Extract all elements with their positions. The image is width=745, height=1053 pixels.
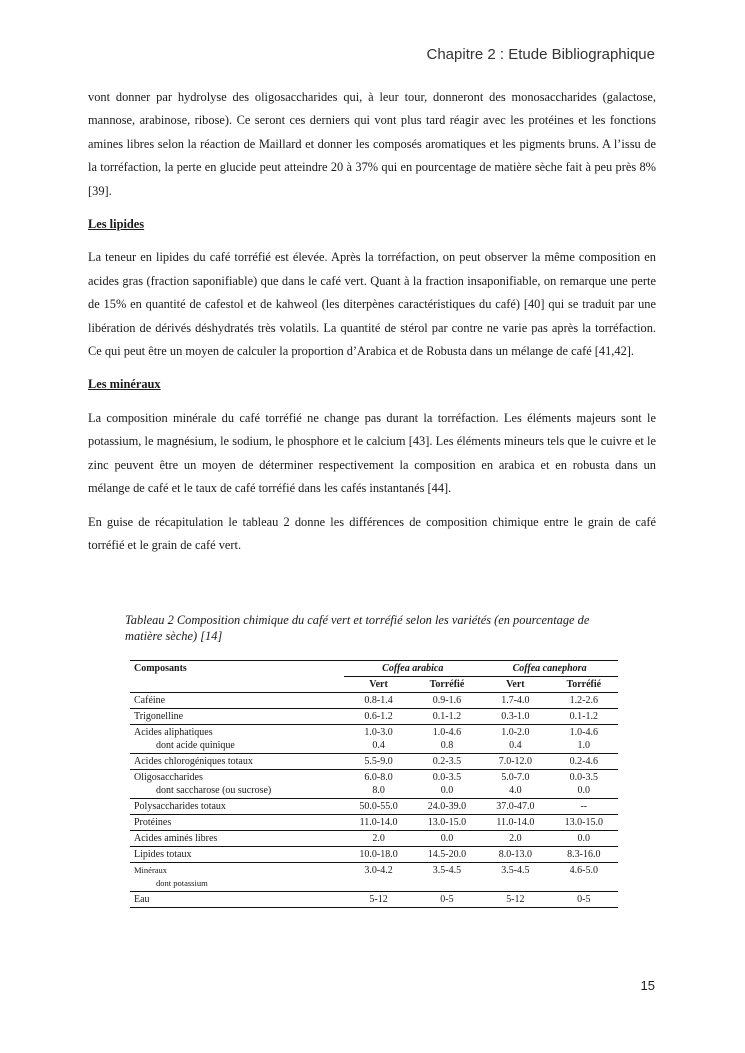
heading-mineraux: Les minéraux [88,377,161,392]
value: 10.0-18.0 [359,849,398,860]
table-row [130,799,618,815]
value: 4.6-5.0 [569,865,598,876]
value: 7.0-12.0 [498,756,533,767]
table-caption: Tableau 2 Composition chimique du café vert et torréfié selon les variétés (en pourcentage de matière sèche) [14] [125,613,590,643]
component-sub-label: dont saccharose (ou sucrose) [156,785,272,796]
table-row [130,815,618,831]
paragraph-lipides: La teneur en lipides du café torréfié est élevée. Après la torréfaction, on peut observer la même composition en acides gras (fraction saponifiable) que dans le café vert. Quant à la fraction insaponifiable, on remarque une perte de 15% en quantité de cafestol et de kahweol (les diterpènes caractéristiques du café) [40] qui se traduit par une libération de dérivés déshydratés très volatils. La quantité de stérol par contre ne varie pas après la torréfaction. Ce qui peut être un moyen de calculer la proportion d’Arabica et de Robusta dans un mélange de café [41,42]. [88,250,656,359]
sub-value: 8.0 [372,785,385,796]
value-cell [344,754,412,770]
value: 5.5-9.0 [364,756,393,767]
value-cell [481,831,549,847]
value: 2.0 [509,833,522,844]
component-name: Acides aminés libres [134,833,218,844]
sub-value [554,877,614,890]
component-name: Protéines [134,817,172,828]
value: 0.2-3.5 [432,756,462,767]
value: 1.0-4.6 [569,727,598,738]
component-label [130,815,344,831]
value: 0-5 [440,894,454,905]
value-cell [481,892,549,908]
component-label [130,725,344,754]
value-cell [481,693,549,709]
value: 3.0-4.2 [364,865,393,876]
table-row [130,892,618,908]
value-cell [413,863,481,892]
value: -- [580,801,588,812]
value-cell [413,799,481,815]
value: 0-5 [577,894,591,905]
value-cell [413,770,481,799]
component-label [130,709,344,725]
component-name: Trigonelline [134,711,184,722]
value: 5-12 [369,894,388,905]
component-name: Minéraux [134,865,168,875]
value-cell [344,770,412,799]
value-cell [550,770,618,799]
component-name: Acides chlorogéniques totaux [134,756,253,767]
value-cell [413,892,481,908]
value-cell [481,815,549,831]
value-cell [481,754,549,770]
value: 24.0-39.0 [427,801,467,812]
component-label [130,863,344,892]
value: 0.1-1.2 [569,711,598,722]
value-cell [344,693,412,709]
header-coffea-arabica: Coffea arabica [344,661,481,677]
value: 1.0-4.6 [432,727,462,738]
component-sub-label: dont potassium [156,878,208,888]
heading-lipides: Les lipides [88,217,145,232]
value: 5.0-7.0 [501,772,530,783]
header-vert: Vert [369,679,388,690]
sub-value: 0.0 [577,785,591,796]
component-label [130,693,344,709]
value-cell [550,892,618,908]
page-number: 15 [640,978,655,993]
component-label [130,831,344,847]
sub-value: 1.0 [577,740,591,751]
value: 6.0-8.0 [364,772,393,783]
value-cell [481,709,549,725]
value: 0.2-4.6 [569,756,598,767]
value-cell [550,754,618,770]
composition-table [130,660,618,908]
value-cell [413,709,481,725]
component-sub-label: dont acide quinique [156,740,235,751]
value: 50.0-55.0 [359,801,398,812]
value: 1.0-2.0 [501,727,530,738]
value: 1.7-4.0 [501,695,530,706]
component-name: Caféine [134,695,166,706]
value-cell [481,770,549,799]
sub-value: 0.8 [440,740,454,751]
value-cell [550,725,618,754]
component-label [130,770,344,799]
value-cell [550,799,618,815]
value-cell [481,799,549,815]
value-cell [413,847,481,863]
value: 37.0-47.0 [496,801,535,812]
component-name: Eau [134,894,150,905]
component-name: Lipides totaux [134,849,192,860]
sub-value: 0.0 [440,785,454,796]
value-cell [413,693,481,709]
value: 1.2-2.6 [569,695,598,706]
value-cell [481,863,549,892]
value: 3.5-4.5 [432,865,462,876]
sub-value [348,877,408,890]
value-cell [550,831,618,847]
value: 0.0-3.5 [432,772,462,783]
component-label [130,847,344,863]
value-cell [413,754,481,770]
table-row [130,725,618,754]
value: 8.0-13.0 [498,849,533,860]
header-coffea-canephora: Coffea canephora [481,661,618,677]
value: 2.0 [372,833,385,844]
value-cell [550,693,618,709]
paragraph-recapitulation: En guise de récapitulation le tableau 2 donne les différences de composition chimique entre le grain de café torréfié et le grain de café vert. [88,514,656,552]
value: 0.0 [577,833,591,844]
header-composants: Composants [130,661,344,693]
value-cell [550,709,618,725]
header-torrefie: Torréfié [429,679,465,690]
table-row [130,709,618,725]
value-cell [344,863,412,892]
value-cell [344,709,412,725]
value: 0.8-1.4 [364,695,393,706]
table-body [130,693,618,908]
value: 8.3-16.0 [567,849,601,860]
value-cell [344,799,412,815]
sub-value [417,877,477,890]
value: 11.0-14.0 [496,817,535,828]
table-row [130,754,618,770]
paragraph-mineraux: La composition minérale du café torréfié ne change pas durant la torréfaction. Les éléments majeurs sont le potassium, le magnésium, le sodium, le phosphore et le calcium [43]. Les éléments mineurs tels que le cuivre et le zinc peuvent être un moyen de déterminer respectivement la composition en arabica et en robusta dans un mélange de café et le taux de café torréfié dans les cafés instantanés [44]. [88,410,656,496]
paragraph-glucides: vont donner par hydrolyse des oligosaccharides qui, à leur tour, donneront des monosaccharides (galactose, mannose, arabinose, ribose). Ce seront ces derniers qui vont plus tard réagir avec les protéines et les fonctions amines libres selon la réaction de Maillard et donner les composés aromatiques et les pigments bruns. A l’issu de la torréfaction, la perte en glucide peut atteindre 20 à 37% qui en pourcentage de matière sèche fait à peu près 8% [39]. [88,90,656,198]
table-row [130,770,618,799]
sub-value [485,877,545,890]
value: 0.9-1.6 [432,695,462,706]
component-label [130,754,344,770]
value: 0.0-3.5 [569,772,598,783]
table-row [130,847,618,863]
table-row [130,831,618,847]
value-cell [413,725,481,754]
component-label [130,799,344,815]
value-cell [481,847,549,863]
sub-value: 0.4 [509,740,522,751]
value: 5-12 [506,894,525,905]
header-torrefie: Torréfié [566,679,602,690]
value: 1.0-3.0 [364,727,393,738]
component-name: Oligosaccharides [134,772,203,783]
component-name: Polysaccharides totaux [134,801,226,812]
value: 0.3-1.0 [501,711,530,722]
chapter-header: Chapitre 2 : Etude Bibliographique [426,46,655,63]
value-cell [344,725,412,754]
table-row [130,693,618,709]
value: 11.0-14.0 [359,817,398,828]
value-cell [481,725,549,754]
value: 0.1-1.2 [432,711,462,722]
component-label [130,892,344,908]
value: 14.5-20.0 [427,849,467,860]
value: 13.0-15.0 [564,817,603,828]
value: 13.0-15.0 [427,817,467,828]
value-cell [550,847,618,863]
component-name: Acides aliphatiques [134,727,213,738]
value-cell [413,815,481,831]
header-vert: Vert [506,679,525,690]
value-cell [413,831,481,847]
value: 3.5-4.5 [501,865,530,876]
value-cell [344,847,412,863]
value-cell [550,863,618,892]
page-body [88,86,656,567]
sub-value: 4.0 [509,785,522,796]
value: 0.0 [440,833,454,844]
table-row [130,863,618,892]
value-cell [344,831,412,847]
value-cell [344,892,412,908]
value-cell [550,815,618,831]
value: 0.6-1.2 [364,711,393,722]
value-cell [344,815,412,831]
sub-value: 0.4 [372,740,385,751]
